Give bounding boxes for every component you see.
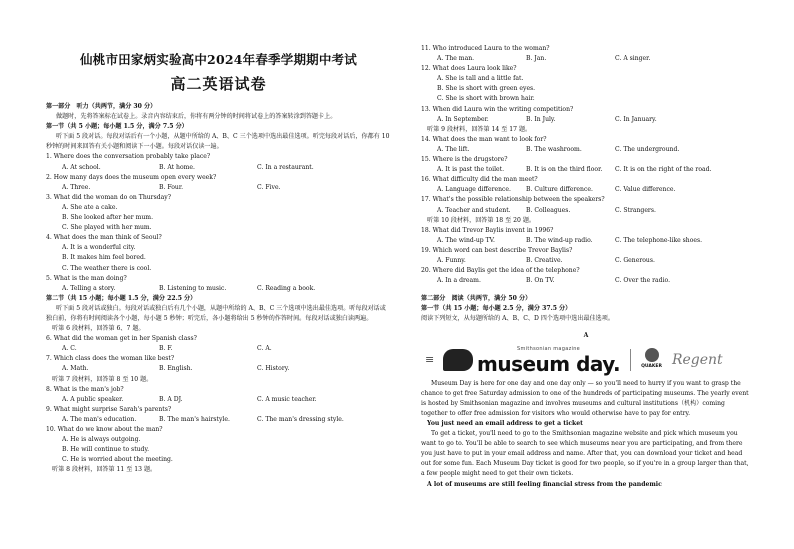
q19-option-a[interactable]: A. Funny. <box>437 256 466 264</box>
note-6: 听第 6 段材料，回答第 6、7 题。 <box>52 325 145 333</box>
q20-options <box>421 276 751 286</box>
passage-heading-1: You just need an email address to get a ticket <box>427 420 583 427</box>
part2-heading: 第二部分 阅读（共两节，满分 50 分） <box>421 295 532 303</box>
q13-stem: 13. When did Laura win the writing competition? <box>421 105 574 113</box>
q6-option-b[interactable]: B. F. <box>159 345 173 353</box>
speech-bubble-icon <box>443 349 473 371</box>
q9-option-a[interactable]: A. The man's education. <box>62 415 137 423</box>
q19-option-c[interactable]: C. Generous. <box>615 256 655 264</box>
quaker-logo <box>641 348 662 372</box>
part2-sec1-intro: 阅读下列短文，从每题所给的 A、B、C、D 四个选项中选出最佳选项。 <box>421 315 614 323</box>
q3-option-c[interactable]: C. She played with her mum. <box>62 224 152 232</box>
q13-options <box>421 115 751 125</box>
section-a-label: A <box>583 331 589 339</box>
q10-option-b[interactable]: B. He will continue to study. <box>62 446 150 454</box>
q4-option-b[interactable]: B. It makes him feel bored. <box>62 254 146 262</box>
q10-option-c[interactable]: C. He is worried about the meeting. <box>62 456 173 464</box>
part2-sec1-heading: 第一节（共 15 小题；每小题 2.5 分，满分 37.5 分） <box>421 305 572 313</box>
q18-option-a[interactable]: A. The wind-up TV. <box>437 236 495 244</box>
q15-options <box>421 165 751 175</box>
q10-stem: 10. What do we know about the man? <box>46 426 163 433</box>
q5-stem: 5. What is the man doing? <box>46 274 127 282</box>
passage-heading-2: A lot of museums are still feeling financial stress from the pandemic <box>427 480 662 488</box>
q17-option-a[interactable]: A. Teacher and student. <box>437 206 511 214</box>
q1-option-a[interactable]: A. At school. <box>62 163 101 171</box>
museum-day-wordmark: museum day. <box>477 352 621 377</box>
q20-option-c[interactable]: C. Over the radio. <box>615 277 671 285</box>
q15-option-b[interactable]: B. It is on the third floor. <box>526 166 603 174</box>
q19-options <box>421 256 751 266</box>
q13-option-c[interactable]: C. In January. <box>615 115 657 123</box>
exam-subtitle: 高二英语试卷 <box>170 75 267 93</box>
q17-option-b[interactable]: B. Colleagues. <box>526 206 571 214</box>
q6-options <box>46 344 391 354</box>
q16-options <box>421 185 751 195</box>
q14-stem: 14. What does the man want to look for? <box>421 135 547 143</box>
q11-option-c[interactable]: C. A singer. <box>615 55 651 63</box>
q2-options <box>46 183 391 193</box>
q3-stem: 3. What did the woman do on Thursday? <box>46 193 171 201</box>
q6-option-a[interactable]: A. C. <box>62 345 77 353</box>
banner-divider <box>630 349 631 371</box>
q9-option-b[interactable]: B. The man's hairstyle. <box>159 415 230 423</box>
regent-logo <box>672 353 723 367</box>
passage-paragraph-1: Museum Day is here for one day and one day only — so you'll need to hurry if you want to grasp the chance to get free Saturday admission to one of the hundreds of participating museums. The yearly event is hosted by Smithsonian magazine and involves museums and cultural institutions（机构）coming together to offer free admission for visitors who would otherwise have to pay for entry. <box>421 379 749 417</box>
q18-stem: 18. What did Trevor Baylis invent in 1996? <box>421 226 554 234</box>
part1-sec2-intro: 听下面 5 段对话或独白。每段对话或独白后有几个小题，从题中所给的 A、B、C 三个选项中选出最佳选项。听每段对话或独白前，你将有时间阅读各个小题，每小题 5 秒钟；听完后，各小题将给出 5 秒钟的作答时间。每段对话或独白读两遍。 <box>46 304 386 322</box>
q1-option-b[interactable]: B. At home. <box>159 163 195 171</box>
q5-option-c[interactable]: C. Reading a book. <box>257 284 316 292</box>
q15-option-a[interactable]: A. It is past the toilet. <box>437 166 505 174</box>
q20-option-a[interactable]: A. In a dream. <box>437 277 481 285</box>
q15-option-c[interactable]: C. It is on the right of the road. <box>615 166 712 174</box>
q3-option-a[interactable]: A. She ate a cake. <box>62 203 118 211</box>
q12-option-a[interactable]: A. She is tall and a little fat. <box>437 75 524 83</box>
right-column <box>421 44 751 490</box>
q4-option-a[interactable]: A. It is a wonderful city. <box>62 244 136 252</box>
q10-option-a[interactable]: A. He is always outgoing. <box>62 436 141 444</box>
q18-options <box>421 236 751 246</box>
q4-option-c[interactable]: C. The weather there is cool. <box>62 264 152 272</box>
passage-paragraph-2: To get a ticket, you'll need to go to the Smithsonian magazine website and pick which museum you want to go to. You'll be able to search to see which museums near you are participating, and from there you just have to put in your email address and name. After that, you can download your ticket and head out for some fun. Each Museum Day ticket is good for two people, so if you're in a group larger than that, a few people might need to get their own tickets. <box>421 430 749 478</box>
q8-option-a[interactable]: A. A public speaker. <box>62 395 124 403</box>
part1-intro: 做题时，先将答案标在试卷上。录音内容结束后，你将有两分钟的时间将试卷上的答案转涂到答题卡上。 <box>56 113 337 121</box>
q17-stem: 17. What's the possible relationship between the speakers? <box>421 196 605 204</box>
regent-wordmark: Regent <box>671 351 723 368</box>
q16-option-c[interactable]: C. Value difference. <box>615 186 676 194</box>
hamburger-menu-icon[interactable]: ≡ <box>425 352 435 366</box>
q11-stem: 11. Who introduced Laura to the woman? <box>421 45 550 52</box>
q16-stem: 16. What difficulty did the man meet? <box>421 176 538 184</box>
q7-options <box>46 364 391 374</box>
q11-option-b[interactable]: B. Jan. <box>526 55 547 63</box>
left-column <box>46 0 391 475</box>
q15-stem: 15. Where is the drugstore? <box>421 156 508 164</box>
q6-stem: 6. What did the woman get in her Spanish class? <box>46 335 197 343</box>
q8-option-b[interactable]: B. A DJ. <box>159 395 183 403</box>
q7-stem: 7. Which class does the woman like best? <box>46 355 175 363</box>
museum-day-logo <box>443 345 621 377</box>
q4-stem: 4. What does the man think of Seoul? <box>46 234 162 242</box>
q19-stem: 19. Which word can best describe Trevor Baylis? <box>421 246 573 254</box>
q12-option-b[interactable]: B. She is short with green eyes. <box>437 85 536 93</box>
q5-option-a[interactable]: A. Telling a story. <box>62 284 116 292</box>
museum-day-banner <box>425 345 751 375</box>
note-11: 听第 8 段材料，回答第 11 至 13 题。 <box>52 466 157 474</box>
q12-option-c[interactable]: C. She is short with brown hair. <box>437 95 535 103</box>
q14-option-b[interactable]: B. The washroom. <box>526 145 582 153</box>
q16-option-a[interactable]: A. Language difference. <box>437 186 511 194</box>
q17-option-c[interactable]: C. Strangers. <box>615 206 656 214</box>
q14-options <box>421 145 751 155</box>
q8-options <box>46 395 391 405</box>
q5-option-b[interactable]: B. Listening to music. <box>159 284 227 292</box>
q11-option-a[interactable]: A. The man. <box>437 55 475 63</box>
q20-option-b[interactable]: B. On TV. <box>526 277 555 285</box>
quaker-face-icon <box>645 348 659 362</box>
q8-stem: 8. What is the man's job? <box>46 385 124 393</box>
note-14: 听第 9 段材料，回答第 14 至 17 题。 <box>427 125 532 133</box>
q9-stem: 9. What might surprise Sarah's parents? <box>46 405 172 413</box>
q2-stem: 2. How many days does the museum open every week? <box>46 173 217 181</box>
q2-option-c[interactable]: C. Five. <box>257 183 281 191</box>
q7-option-a[interactable]: A. Math. <box>62 365 89 373</box>
q20-stem: 20. Where did Baylis get the idea of the telephone? <box>421 267 580 275</box>
q18-option-c[interactable]: C. The telephone-like shoes. <box>615 236 703 244</box>
note-18: 听第 10 段材料，回答第 18 至 20 题。 <box>427 216 536 224</box>
quaker-label: QUAKER <box>641 363 662 369</box>
q9-option-c[interactable]: C. The man's dressing style. <box>257 415 344 423</box>
part1-sec1-intro: 听下面 5 段对话。每段对话后有一个小题，从题中所给的 A、B、C 三个选项中选出最佳选项。听完每段对话后，你都有 10 秒钟的时间来回答有关小题和阅读下一小题。每段对话仅读一遍。 <box>46 133 390 151</box>
q1-options <box>46 163 391 173</box>
q14-option-a[interactable]: A. The lift. <box>437 145 470 153</box>
q8-option-c[interactable]: C. A music teacher. <box>257 395 317 403</box>
q9-options <box>46 415 391 425</box>
q16-option-b[interactable]: B. Culture difference. <box>526 186 593 194</box>
note-8: 听第 7 段材料，回答第 8 至 10 题。 <box>52 375 153 383</box>
q19-option-b[interactable]: B. Creative. <box>526 256 563 264</box>
exam-title: 仙桃市田家炳实验高中2024年春季学期期中考试 <box>80 52 357 67</box>
q17-options <box>421 206 751 216</box>
q1-stem: 1. Where does the conversation probably take place? <box>46 153 211 161</box>
part1-sec1-heading: 第一节（共 5 小题；每小题 1.5 分，满分 7.5 分） <box>46 123 188 131</box>
q6-option-c[interactable]: C. A. <box>257 345 272 353</box>
q7-option-c[interactable]: C. History. <box>257 365 290 373</box>
part1-heading: 第一部分 听力（共两节，满分 30 分） <box>46 103 157 110</box>
q18-option-b[interactable]: B. The wind-up radio. <box>526 236 593 244</box>
q2-option-b[interactable]: B. Four. <box>159 183 184 191</box>
q2-option-a[interactable]: A. Three. <box>62 183 91 191</box>
q3-option-b[interactable]: B. She looked after her mum. <box>62 214 154 222</box>
q11-options <box>421 54 751 64</box>
q1-option-c[interactable]: C. In a restaurant. <box>257 163 314 171</box>
q13-option-b[interactable]: B. In July. <box>526 115 556 123</box>
q14-option-c[interactable]: C. The underground. <box>615 145 680 153</box>
q12-stem: 12. What does Laura look like? <box>421 65 517 73</box>
q5-options <box>46 284 391 294</box>
q7-option-b[interactable]: B. English. <box>159 365 193 373</box>
part1-sec2-heading: 第二节（共 15 小题；每小题 1.5 分，满分 22.5 分） <box>46 294 197 302</box>
smithsonian-label: Smithsonian magazine <box>517 346 581 353</box>
q13-option-a[interactable]: A. In September. <box>437 115 489 123</box>
